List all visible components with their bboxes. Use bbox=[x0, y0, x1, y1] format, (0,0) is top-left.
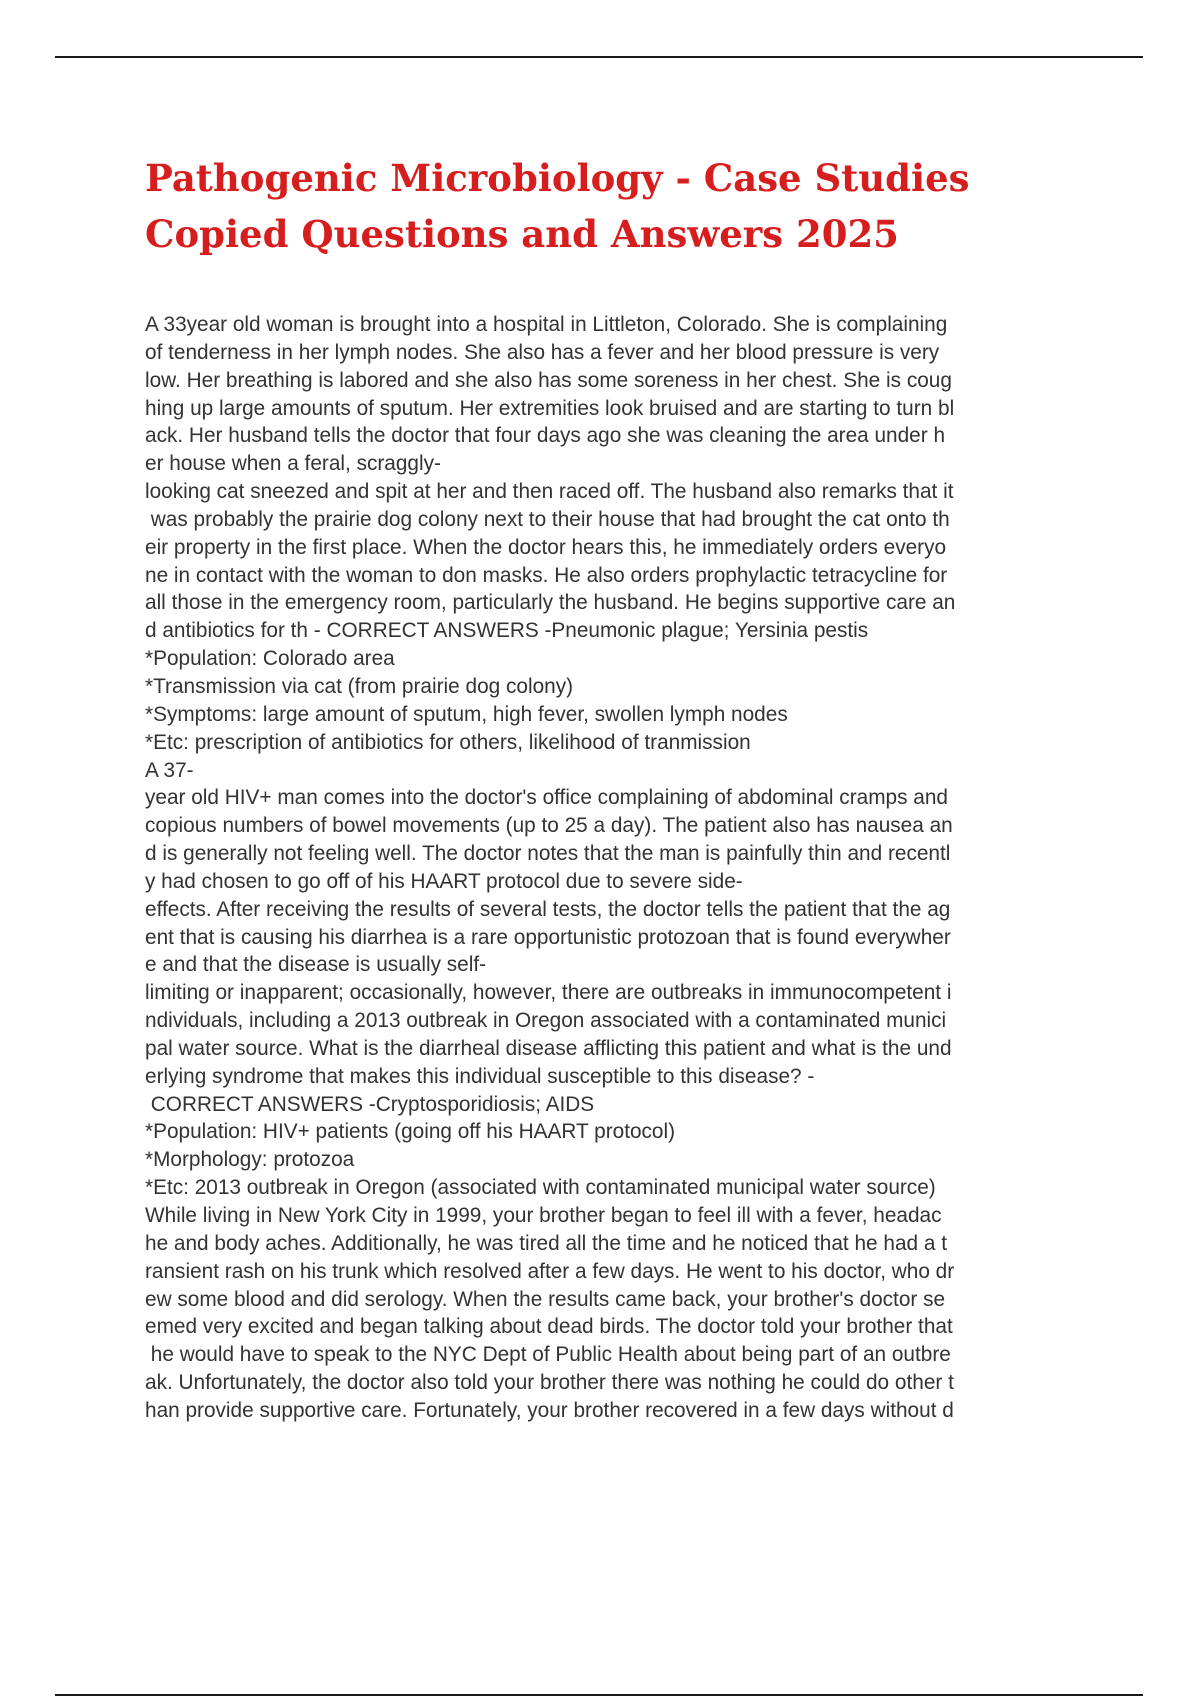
body-line: year old HIV+ man comes into the doctor's office complaining of abdominal cramps and bbox=[145, 786, 948, 810]
body-line: er house when a feral, scraggly- bbox=[145, 452, 441, 476]
body-line: A 37- bbox=[145, 758, 194, 782]
body-line: A 33year old woman is brought into a hospital in Littleton, Colorado. She is complaining bbox=[145, 313, 948, 336]
body-line: *Symptoms: large amount of sputum, high fever, swollen lymph nodes bbox=[145, 702, 788, 726]
body-line: e and that the disease is usually self- bbox=[145, 953, 487, 977]
body-line: erlying syndrome that makes this individual susceptible to this disease? - bbox=[145, 1064, 815, 1088]
body-line: ndividuals, including a 2013 outbreak in Oregon associated with a contaminated munici bbox=[145, 1009, 947, 1033]
document-title bbox=[145, 150, 1105, 262]
body-line: he would have to speak to the NYC Dept of Public Health about being part of an outbre bbox=[145, 1343, 951, 1367]
body-line: ew some blood and did serology. When the results came back, your brother's doctor se bbox=[145, 1287, 946, 1311]
body-line: of tenderness in her lymph nodes. She also has a fever and her blood pressure is very bbox=[145, 340, 940, 364]
body-line: *Etc: 2013 outbreak in Oregon (associated with contaminated municipal water source) bbox=[145, 1176, 936, 1200]
body-line: han provide supportive care. Fortunately, your brother recovered in a few days without d bbox=[145, 1398, 954, 1422]
body-line: he and body aches. Additionally, he was tired all the time and he noticed that he had a t bbox=[145, 1231, 947, 1255]
body-line: looking cat sneezed and spit at her and then raced off. The husband also remarks that it bbox=[145, 480, 954, 504]
body-line: pal water source. What is the diarrheal disease afflicting this patient and what is the und bbox=[145, 1036, 952, 1060]
body-line: While living in New York City in 1999, your brother began to feel ill with a fever, headac bbox=[145, 1204, 942, 1227]
body-line: *Etc: prescription of antibiotics for others, likelihood of tranmission bbox=[145, 730, 751, 754]
body-line: CORRECT ANSWERS -Cryptosporidiosis; AIDS bbox=[145, 1092, 595, 1116]
body-line: limiting or inapparent; occasionally, however, there are outbreaks in immunocompetent i bbox=[145, 981, 952, 1005]
body-line: low. Her breathing is labored and she also has some soreness in her chest. She is coug bbox=[145, 368, 952, 392]
body-line: copious numbers of bowel movements (up to 25 a day). The patient also has nausea an bbox=[145, 814, 953, 838]
body-line: hing up large amounts of sputum. Her extremities look bruised and are starting to turn bl bbox=[145, 396, 955, 420]
body-line: ent that is causing his diarrhea is a rare opportunistic protozoan that is found everywher bbox=[145, 925, 951, 949]
body-line: *Morphology: protozoa bbox=[145, 1148, 355, 1172]
body-line: ack. Her husband tells the doctor that four days ago she was cleaning the area under h bbox=[145, 424, 946, 448]
body-line: *Population: Colorado area bbox=[145, 647, 395, 671]
body-line: d is generally not feeling well. The doctor notes that the man is painfully thin and recentl bbox=[145, 842, 951, 866]
body-line: ak. Unfortunately, the doctor also told your brother there was nothing he could do other t bbox=[145, 1371, 954, 1395]
body-line: *Transmission via cat (from prairie dog colony) bbox=[145, 674, 574, 698]
top-divider bbox=[55, 56, 1143, 58]
body-line: ransient rash on his trunk which resolved after a few days. He went to his doctor, who dr bbox=[145, 1259, 955, 1283]
bottom-divider bbox=[55, 1694, 1143, 1696]
body-line: all those in the emergency room, particularly the husband. He begins supportive care an bbox=[145, 591, 956, 615]
body-line: emed very excited and began talking about dead birds. The doctor told your brother that bbox=[145, 1315, 953, 1339]
document-body bbox=[145, 311, 1095, 1425]
body-line: *Population: HIV+ patients (going off his HAART protocol) bbox=[145, 1120, 676, 1144]
body-line: effects. After receiving the results of several tests, the doctor tells the patient that the ag bbox=[145, 897, 951, 921]
body-line: was probably the prairie dog colony next to their house that had brought the cat onto th bbox=[145, 507, 950, 531]
body-line: d antibiotics for th - CORRECT ANSWERS -Pneumonic plague; Yersinia pestis bbox=[145, 619, 869, 643]
body-line: ne in contact with the woman to don masks. He also orders prophylactic tetracycline for bbox=[145, 563, 948, 587]
body-line: y had chosen to go off of his HAART protocol due to severe side- bbox=[145, 869, 743, 893]
title-line-1: Pathogenic Microbiology - Case Studies bbox=[145, 156, 970, 200]
body-line: eir property in the first place. When the doctor hears this, he immediately orders everyo bbox=[145, 535, 947, 559]
title-line-2: Copied Questions and Answers 2025 bbox=[145, 212, 899, 256]
